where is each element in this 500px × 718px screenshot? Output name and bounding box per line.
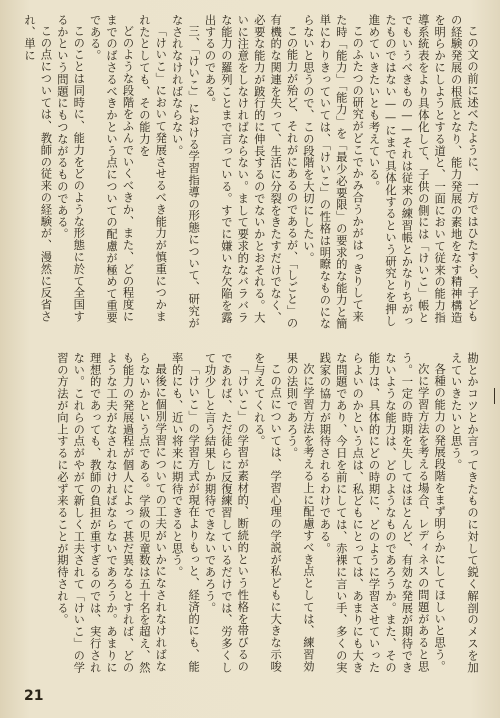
paragraph: 「けいこ」の学習が素材的、断続的という性格を帯びるのであれば、ただ徒らに反復練習しているだけでは、労多くして功少しと言う結果しか期待できないであろう。 — [203, 352, 250, 674]
paragraph: 勘とかコツとか言ってきたものに対して鋭く解剖のメスを加えていきたいと思う。 — [449, 352, 479, 674]
bottom-text-column — [10, 352, 480, 674]
margin-marker — [494, 388, 495, 404]
top-text-column — [10, 14, 480, 332]
paragraph: この能力が殆ど、それがにあるのであるが、「しごと」の有機的な関連を失って、生活に分裂をきたすだけでなく、必要な能力が跛行的に伸長するのでないかとおそれる。大いに注意をしなければならない。まして要求的なバラバラな能力の羅列ことまで言っている。すでに嫌いな欠陥を露出するのである。 — [203, 14, 299, 330]
paragraph: 次に学習方法を考える上に配慮すべき点としては、練習効果の法則であろう。 — [285, 352, 315, 673]
paragraph: 次に学習方法を考える場合、レディネスの問題があると思う。一定の時期を失してはほとんど、有効な発展が期待できないような能力は、どのようなものであろうか。また、その能力は、具体的にどの時期に、どのように学習させていったらよいのかという点は、私どもにとっては、あまりにも大きな問題であり、今日を前にしては、赤裸に言い手、多くの実践家の協力が期待されるわけである。 — [318, 352, 430, 674]
paragraph: 「けいこ」の学習方式が現在よりもっと、経済的にも、能率的にも、近い将来に期待できると思う。 — [170, 352, 201, 673]
paragraph: どのような段階をふんでいくべきか、また、どの程度にまでのばさるべきかという点についての配慮が極めて重要である。 — [88, 14, 135, 324]
paragraph: 三、「けいこ」における学習指導の形態について、研究がなされなければならない。 — [170, 14, 201, 330]
paragraph: 各種の能力の発展段階をまず明らかにしてほしいと思う。 — [433, 363, 447, 673]
paragraph: 最後に個別学習についての工夫がいかになされなければならないかという点である。学級の児童数は五十名を超え、然も能力の発展過程が個人によって甚だ異なるとすれば、どのような工夫がなされなければならないであろうか。あまりに理想的であっても、教師の負担が重すぎるのでは、実行されない。これらの点がやがて新しく工夫されて「けいこ」の学習の方法が向上するに必ず来ることが期待される。 — [55, 352, 168, 674]
paragraph: このふたつの研究がどこでかみ合うかがはっきりして来た時「能力」「能力」を「最少必要限」の要求的な能力と簡単にわりきっていては、「けいこ」の性格は明瞭なものにならないと思うので、この段階を大切にしたい。 — [301, 14, 365, 330]
paragraph: この点については、学習心理の学説が私どもに大きな示唆を与えてくれる。 — [252, 352, 283, 673]
page-number: 21 — [24, 688, 44, 704]
paragraph: この点については、教師の従来の経験が、漫然に反省され、単に — [23, 14, 53, 323]
paragraph: このことは同時に、能力をどのような形態に於て全国するかという問題にもつながるものである。 — [55, 14, 86, 323]
paragraph: この文の前に述べたように、一方ではひたすら、子どもの経験発展の根底となり、能力発展の素地をなす精神構造を明らかにしようとする道と、一面において従来の能力指導系統表をより具体化して、子供の側には「けいこ」帳とでもいうべきもの——それは従来の練習帳とかなりちがったものではない——にまで具体化するという研究とを押し進めていきたいとも考えている。 — [367, 14, 479, 327]
paragraph: 「けいこ」において発展させるべき能力が慎重につかまれたとしても、その能力を — [137, 14, 168, 323]
